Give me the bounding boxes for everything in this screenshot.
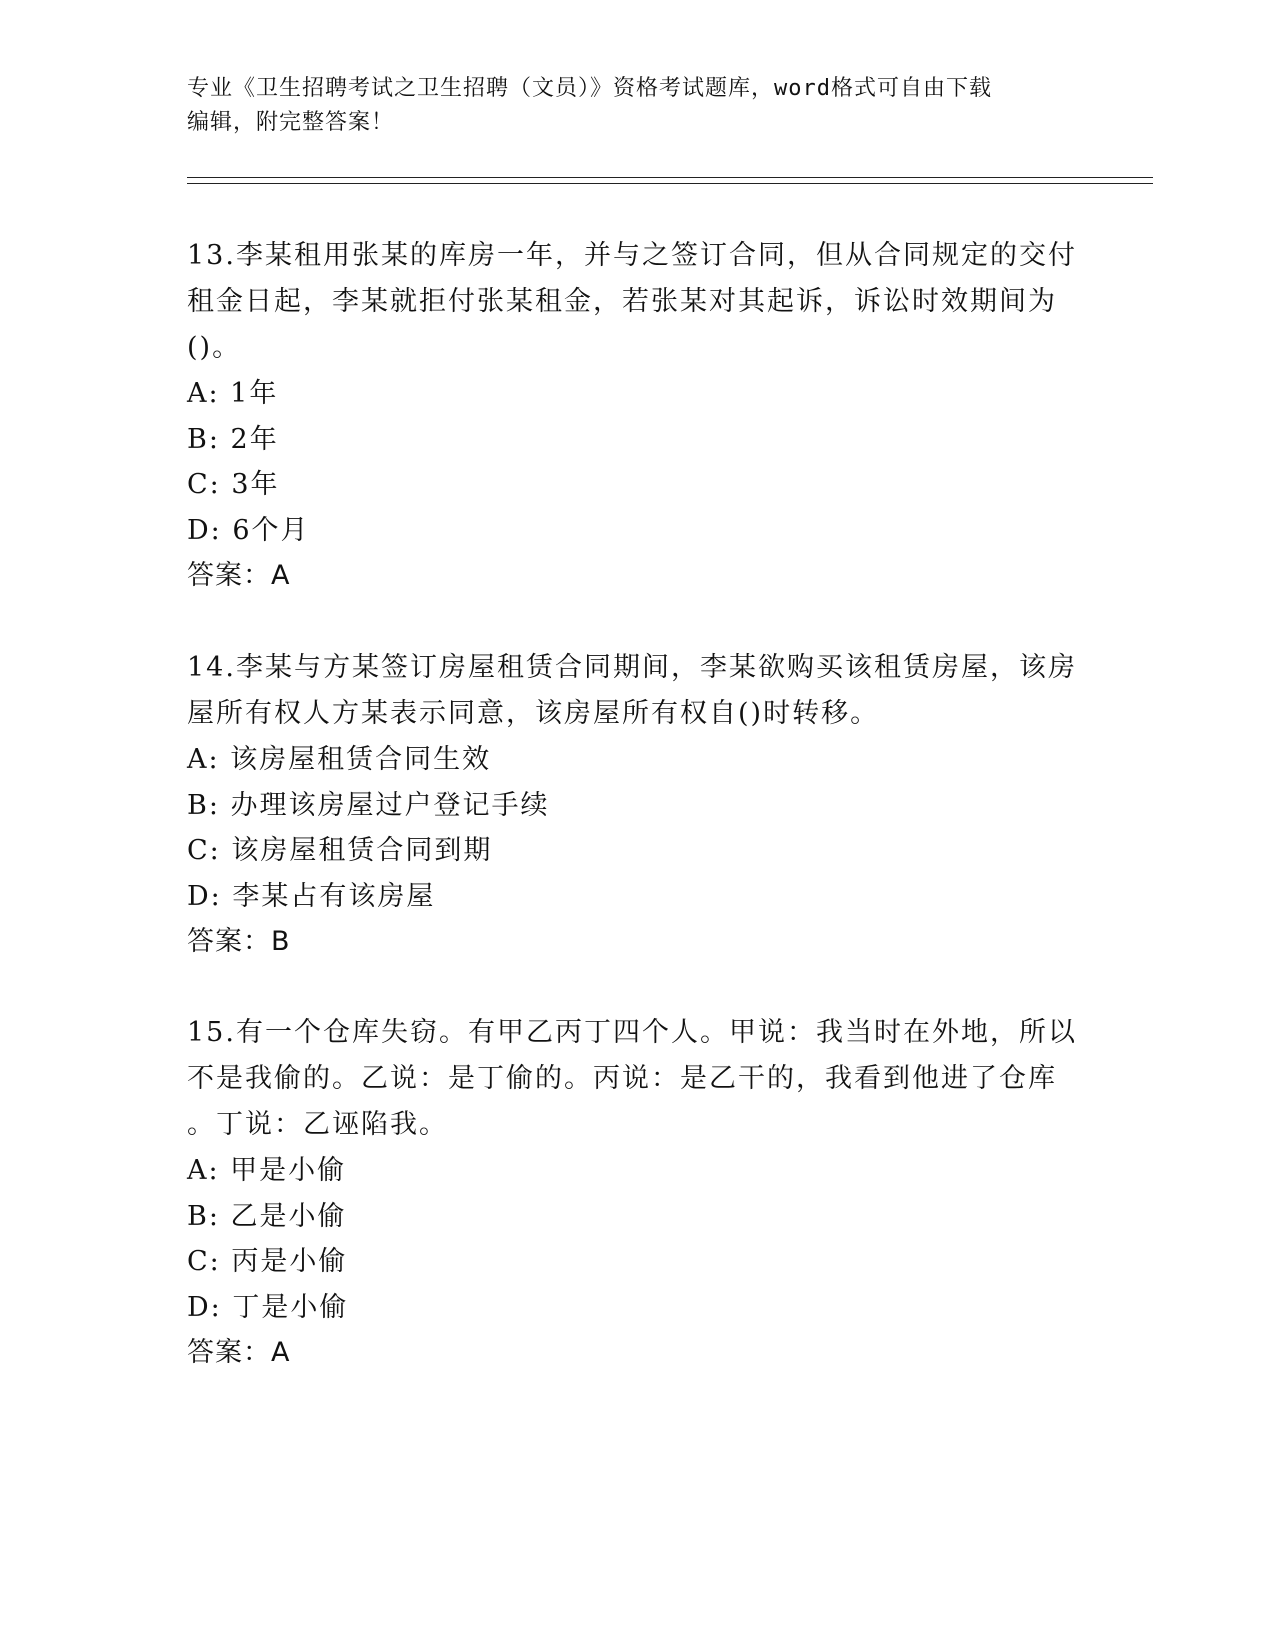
option-b: B: 办理该房屋过户登记手续: [187, 789, 550, 821]
question-stem-line: 13.李某租用张某的库房一年，并与之签订合同，但从合同规定的交付: [187, 240, 1077, 271]
question-stem-line: 15.有一个仓库失窃。有甲乙丙丁四个人。甲说：我当时在外地，所以: [187, 1017, 1077, 1048]
option-a: A: 该房屋租赁合同生效: [187, 744, 492, 775]
question-stem-line: 不是我偷的。乙说：是丁偷的。丙说：是乙干的，我看到他进了仓库: [187, 1063, 1057, 1094]
question-14: [187, 645, 1087, 965]
option-c: C: 该房屋租赁合同到期: [187, 835, 493, 866]
option-b: B: 2年: [187, 423, 279, 455]
header-divider-top: [187, 177, 1153, 178]
question-13: [187, 233, 1087, 599]
question-stem-line: 。丁说：乙诬陷我。: [187, 1109, 448, 1140]
option-d: D: 丁是小偷: [187, 1291, 349, 1323]
header-divider-bottom: [187, 183, 1153, 184]
question-15: [187, 1010, 1087, 1376]
header-line-2: 编辑，附完整答案！: [187, 110, 395, 135]
question-stem-line: 租金日起，李某就拒付张某租金，若张某对其起诉，诉讼时效期间为: [187, 286, 1057, 317]
option-a: A: 甲是小偷: [187, 1155, 347, 1186]
document-header: [187, 72, 1087, 140]
header-line-1: 专业《卫生招聘考试之卫生招聘（文员）》资格考试题库，word格式可自由下载: [187, 76, 992, 101]
answer: 答案：A: [187, 560, 291, 591]
option-c: C: 3年: [187, 469, 280, 500]
option-c: C: 丙是小偷: [187, 1246, 348, 1277]
answer: 答案：B: [187, 926, 291, 957]
question-stem-line: 屋所有权人方某表示同意，该房屋所有权自()时转移。: [187, 698, 880, 729]
option-a: A: 1年: [187, 378, 279, 409]
option-d: D: 李某占有该房屋: [187, 880, 436, 912]
option-d: D: 6个月: [187, 514, 310, 546]
answer: 答案：A: [187, 1337, 291, 1368]
question-stem-line: 14.李某与方某签订房屋租赁合同期间，李某欲购买该租赁房屋，该房: [187, 652, 1077, 683]
question-stem-line: ()。: [187, 332, 242, 363]
option-b: B: 乙是小偷: [187, 1200, 347, 1232]
